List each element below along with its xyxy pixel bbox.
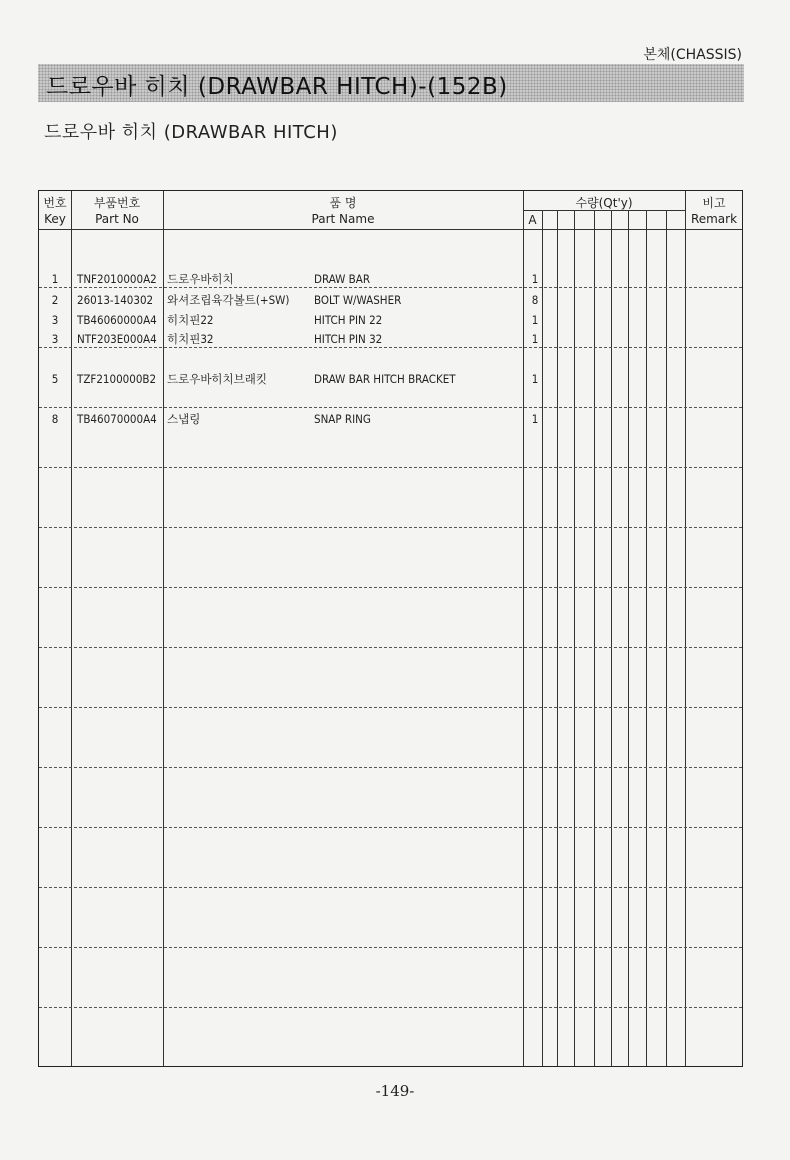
- row-qty: 8: [531, 293, 539, 307]
- row-key: 3: [51, 313, 59, 327]
- row-part-no: TB46070000A4: [77, 412, 157, 426]
- row-part-no: TB46060000A4: [77, 313, 157, 327]
- row-name-ko: 스냅링: [167, 412, 201, 426]
- row-name-en: DRAW BAR HITCH BRACKET: [314, 372, 456, 386]
- qty-col-divider: [542, 211, 543, 1066]
- row-name-en: HITCH PIN 22: [314, 313, 383, 327]
- row-part-no: TNF2010000A2: [77, 272, 157, 286]
- row-name-en: SNAP RING: [314, 412, 371, 426]
- row-name-ko: 드로우바히치브래킷: [167, 372, 267, 386]
- row-separator: [39, 1007, 742, 1008]
- qty-col-divider: [594, 211, 595, 1066]
- row-name-en: DRAW BAR: [314, 272, 371, 286]
- row-separator: [39, 887, 742, 888]
- row-key: 1: [51, 272, 59, 286]
- row-key: 3: [51, 332, 59, 346]
- row-name-ko: 드로우바히치: [167, 272, 234, 286]
- qty-col-divider: [628, 211, 629, 1066]
- qty-col-divider: [611, 211, 612, 1066]
- qty-col-divider: [574, 211, 575, 1066]
- section-label: 본체(CHASSIS): [643, 47, 742, 63]
- header-name-ko: 품 명: [329, 196, 357, 210]
- row-part-no: NTF203E000A4: [77, 332, 157, 346]
- row-qty: 1: [531, 313, 539, 327]
- col-divider: [163, 191, 164, 1066]
- col-divider: [71, 191, 72, 1066]
- qty-col-divider: [646, 211, 647, 1066]
- col-divider: [523, 191, 524, 1066]
- row-separator: [39, 827, 742, 828]
- row-key: 5: [51, 372, 59, 386]
- header-qty-a: A: [528, 213, 537, 227]
- page-number: -149-: [375, 1082, 415, 1100]
- row-separator: [39, 527, 742, 528]
- header-remark-en: Remark: [690, 212, 738, 226]
- row-separator: [39, 587, 742, 588]
- header-qty: 수량(Qt'y): [575, 196, 633, 210]
- row-part-no: TZF2100000B2: [77, 372, 157, 386]
- header-partno-en: Part No: [95, 212, 139, 226]
- col-divider: [685, 191, 686, 1066]
- row-qty: 1: [531, 412, 539, 426]
- row-separator: [39, 767, 742, 768]
- header-key-en: Key: [44, 212, 66, 226]
- row-separator: [39, 947, 742, 948]
- header-key-ko: 번호: [43, 196, 67, 210]
- page-title: 드로우바 히치 (DRAWBAR HITCH)-(152B): [46, 74, 508, 100]
- row-separator: [39, 407, 742, 408]
- header-partno-ko: 부품번호: [93, 196, 141, 210]
- parts-table: [38, 190, 743, 1067]
- title-bar: [38, 64, 744, 102]
- row-qty: 1: [531, 272, 539, 286]
- row-name-ko: 와셔조립육각볼트(+SW): [167, 293, 290, 307]
- row-separator: [39, 347, 742, 348]
- row-separator: [39, 707, 742, 708]
- row-name-ko: 히치핀22: [167, 313, 214, 327]
- header-remark-ko: 비고: [702, 196, 726, 210]
- row-key: 8: [51, 412, 59, 426]
- row-part-no: 26013-140302: [77, 293, 154, 307]
- header-divider: [39, 229, 742, 230]
- row-qty: 1: [531, 332, 539, 346]
- row-separator: [39, 647, 742, 648]
- row-name-en: HITCH PIN 32: [314, 332, 383, 346]
- row-qty: 1: [531, 372, 539, 386]
- qty-col-divider: [666, 211, 667, 1066]
- row-name-ko: 히치핀32: [167, 332, 214, 346]
- row-name-en: BOLT W/WASHER: [314, 293, 402, 307]
- row-separator: [39, 287, 742, 288]
- row-key: 2: [51, 293, 59, 307]
- row-separator: [39, 467, 742, 468]
- header-name-en: Part Name: [311, 212, 375, 226]
- qty-col-divider: [557, 211, 558, 1066]
- subtitle: 드로우바 히치 (DRAWBAR HITCH): [44, 122, 338, 143]
